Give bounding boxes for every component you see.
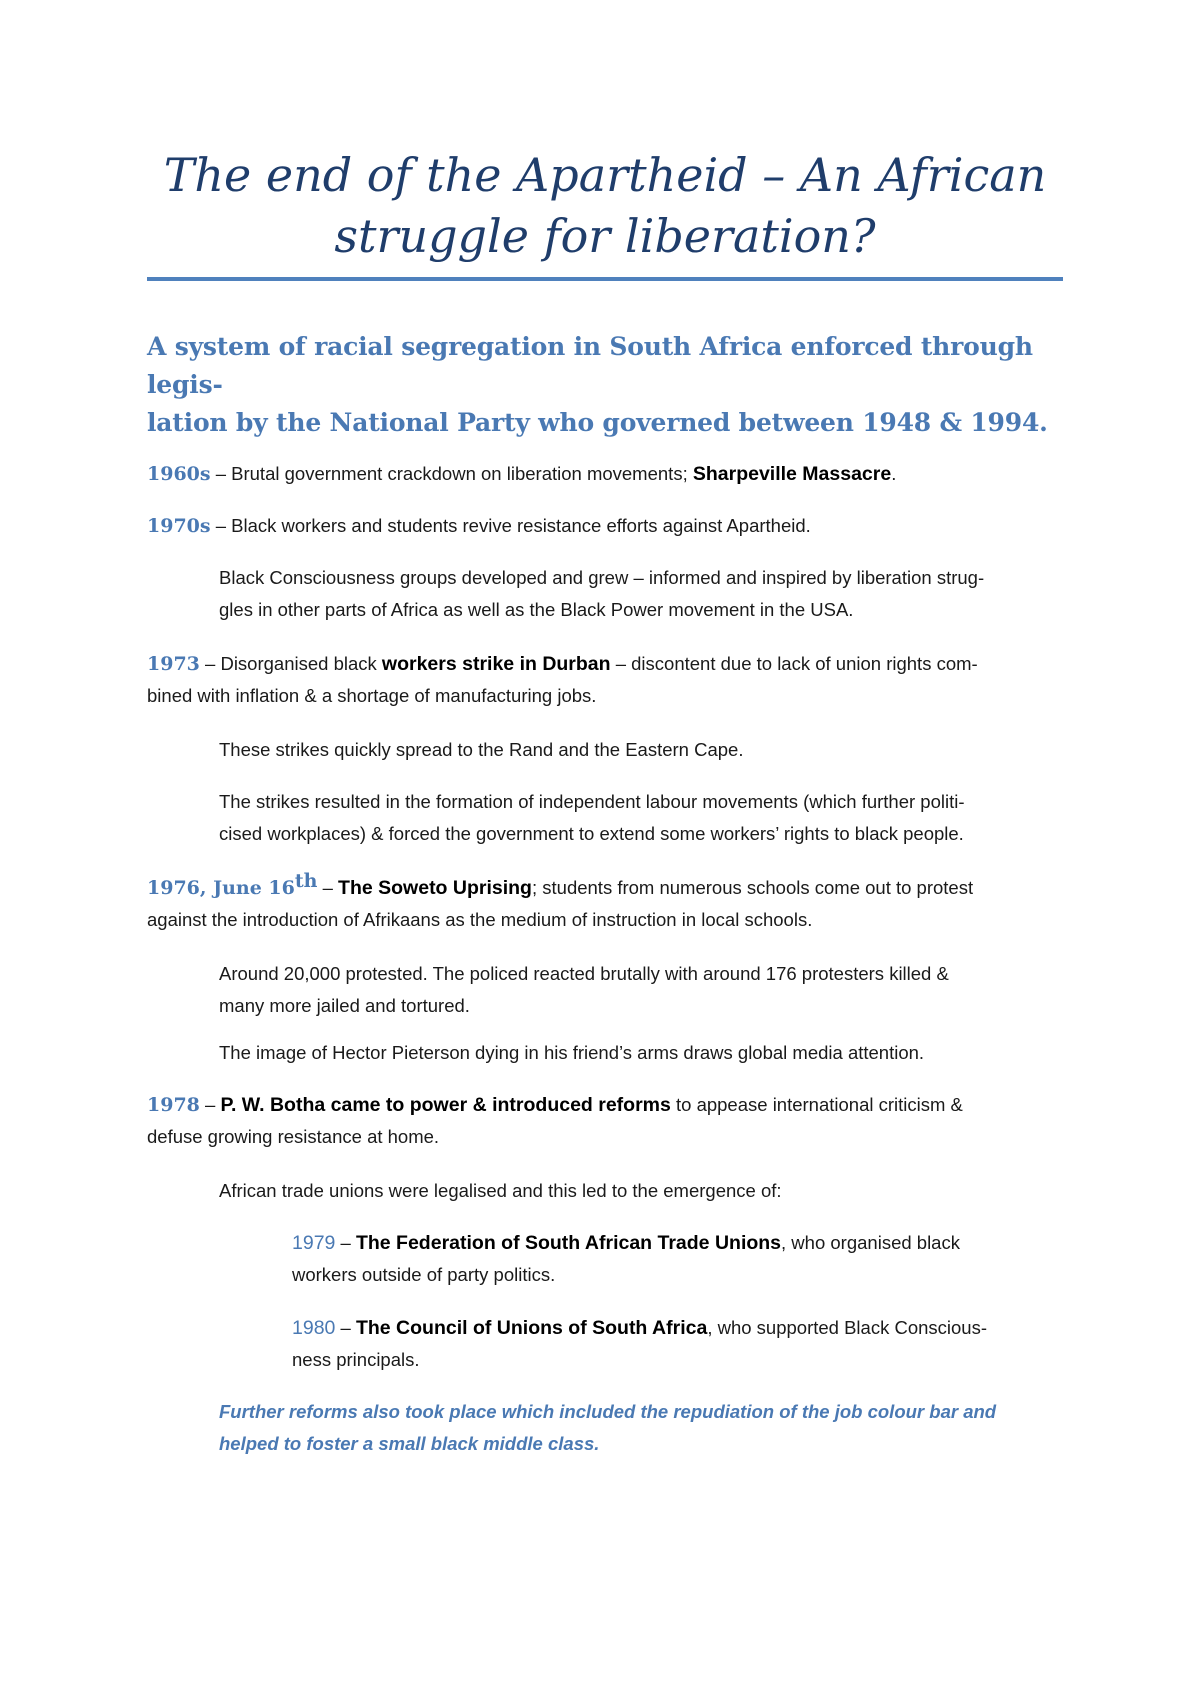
entry-1976-detail-2 xyxy=(219,1037,1063,1069)
entry-1973 xyxy=(147,648,1063,712)
entry-line-2: ness principals. xyxy=(292,1349,420,1370)
entry-text: , who supported Black Conscious- xyxy=(707,1317,988,1338)
entry-highlight: P. W. Botha came to power & introduced reforms xyxy=(220,1094,671,1116)
title-line-2: struggle for liberation? xyxy=(334,209,876,263)
entry-text: – Brutal government crackdown on liberation movements; xyxy=(210,463,693,484)
entry-1973-detail-2 xyxy=(219,786,1063,850)
detail-line: African trade unions were legalised and this led to the emergence of: xyxy=(219,1180,782,1201)
entry-highlight: workers strike in Durban xyxy=(381,653,611,675)
entry-1978 xyxy=(147,1089,1063,1153)
document-subtitle xyxy=(147,328,1063,442)
title-line-1: The end of the Apartheid – An African xyxy=(163,148,1047,202)
entry-line-2: workers outside of party politics. xyxy=(292,1264,556,1285)
entry-1973-detail-1 xyxy=(219,734,1063,766)
entry-text: ; students from numerous schools come out to protest xyxy=(531,877,974,898)
reforms-note xyxy=(219,1396,1063,1460)
entry-1976 xyxy=(147,869,1063,936)
entry-highlight: The Council of Unions of South Africa xyxy=(355,1317,708,1339)
entry-dash: – xyxy=(317,877,339,898)
detail-line: gles in other parts of Africa as well as the Black Power movement in the USA. xyxy=(219,599,854,620)
entry-year: 1976, June 16 xyxy=(147,877,295,899)
detail-line: many more jailed and tortured. xyxy=(219,995,470,1016)
entry-text: – Black workers and students revive resistance efforts against Apartheid. xyxy=(210,515,811,536)
detail-line: These strikes quickly spread to the Rand and the Eastern Cape. xyxy=(219,739,744,760)
detail-line: Black Consciousness groups developed and grew – informed and inspired by liberation strug- xyxy=(219,567,985,588)
entry-highlight: The Federation of South African Trade Unions xyxy=(355,1232,782,1254)
entry-1979 xyxy=(292,1227,1063,1291)
detail-line: The strikes resulted in the formation of independent labour movements (which further politi- xyxy=(219,791,965,812)
entry-text: – Disorganised black xyxy=(199,653,382,674)
entry-end: . xyxy=(891,463,897,484)
title-underline-rule xyxy=(147,277,1063,281)
entry-year: 1973 xyxy=(147,653,200,675)
entry-line-2: defuse growing resistance at home. xyxy=(147,1126,440,1147)
entry-year: 1980 xyxy=(292,1317,336,1339)
entry-year-suffix: th xyxy=(294,869,318,892)
entry-text: – discontent due to lack of union rights com- xyxy=(610,653,978,674)
entry-1960s xyxy=(147,458,1063,490)
detail-line: Around 20,000 protested. The policed reacted brutally with around 176 protesters killed & xyxy=(219,963,949,984)
entry-year: 1970s xyxy=(147,515,211,537)
entry-1976-detail-1 xyxy=(219,958,1063,1022)
entry-highlight: Sharpeville Massacre xyxy=(692,463,892,485)
detail-line: The image of Hector Pieterson dying in his friend’s arms draws global media attention. xyxy=(219,1042,925,1063)
entry-line-2: against the introduction of Afrikaans as the medium of instruction in local schools. xyxy=(147,909,813,930)
note-line: Further reforms also took place which included the repudiation of the job colour bar and xyxy=(219,1401,997,1422)
subtitle-line-1: A system of racial segregation in South Africa enforced through legis- xyxy=(147,332,1033,399)
entry-line-2: bined with inflation & a shortage of manufacturing jobs. xyxy=(147,685,597,706)
entry-dash: – xyxy=(199,1094,221,1115)
subtitle-line-2: lation by the National Party who governed between 1948 & 1994. xyxy=(147,408,1048,437)
entry-dash: – xyxy=(335,1317,356,1338)
entry-1978-detail xyxy=(219,1175,1063,1207)
entry-year: 1978 xyxy=(147,1094,200,1116)
entry-year: 1960s xyxy=(147,463,211,485)
entry-dash: – xyxy=(335,1232,356,1253)
note-line: helped to foster a small black middle class. xyxy=(219,1433,600,1454)
entry-1980 xyxy=(292,1312,1063,1376)
entry-1970s xyxy=(147,510,1063,542)
entry-1970s-detail xyxy=(219,562,1063,626)
entry-year: 1979 xyxy=(292,1232,336,1254)
detail-line: cised workplaces) & forced the government to extend some workers’ rights to black people. xyxy=(219,823,964,844)
entry-highlight: The Soweto Uprising xyxy=(338,877,532,899)
document-title xyxy=(147,145,1063,267)
entry-text: to appease international criticism & xyxy=(670,1094,963,1115)
entry-text: , who organised black xyxy=(781,1232,960,1253)
